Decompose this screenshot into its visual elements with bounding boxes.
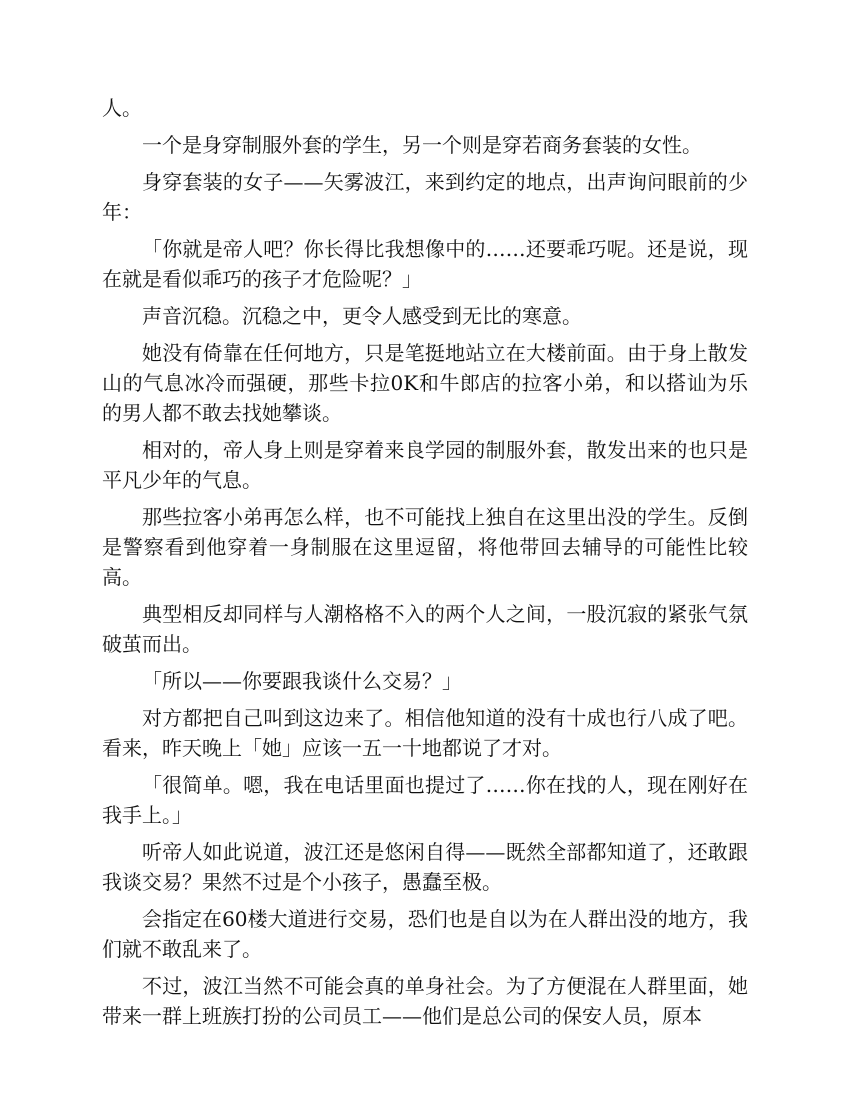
paragraph: 会指定在60楼大道进行交易，恐们也是自以为在人群出没的地方，我们就不敢乱来了。 [102,907,748,961]
paragraph: 身穿套装的女子——矢雾波江，来到约定的地点，出声询问眼前的少年： [102,170,748,224]
paragraph: 声音沉稳。沉稳之中，更令人感受到无比的寒意。 [142,304,582,328]
paragraph: 听帝人如此说道，波江还是悠闲自得——既然全部都知道了，还敢跟我谈交易？果然不过是个小孩子，愚蠢至极。 [102,840,748,894]
paragraph: 一个是身穿制服外套的学生，另一个则是穿若商务套装的女性。 [142,133,702,157]
paragraph: 不过，波江当然不可能会真的单身社会。为了方便混在人群里面，她带来一群上班族打扮的公司员工——他们是总公司的保安人员，原本 [102,974,748,1028]
document-page [102,93,748,1038]
paragraph: 相对的，帝人身上则是穿着来良学园的制服外套，散发出来的也只是平凡少年的气息。 [102,438,748,492]
paragraph: 她没有倚靠在任何地方，只是笔挺地站立在大楼前面。由于身上散发山的气息冰冷而强硬，那些卡拉0K和牛郎店的拉客小弟，和以搭讪为乐的男人都不敢去找她攀谈。 [102,341,748,425]
paragraph: 「你就是帝人吧？你长得比我想像中的……还要乖巧呢。还是说，现在就是看似乖巧的孩子才危险呢？」 [102,237,748,291]
paragraph: 「所以——你要跟我谈什么交易？」 [142,669,462,693]
paragraph: 人。 [102,96,142,120]
paragraph: 典型相反却同样与人潮格格不入的两个人之间，一股沉寂的紧张气氛破茧而出。 [102,602,748,656]
paragraph: 对方都把自己叫到这边来了。相信他知道的没有十成也行八成了吧。看来，昨天晚上「她」应该一五一十地都说了才对。 [102,706,748,760]
paragraph: 那些拉客小弟再怎么样，也不可能找上独自在这里出没的学生。反倒是警察看到他穿着一身制服在这里逗留，将他带回去辅导的可能性比较高。 [102,505,748,589]
paragraph: 「很简单。嗯，我在电话里面也提过了……你在找的人，现在刚好在我手上。」 [102,773,748,827]
